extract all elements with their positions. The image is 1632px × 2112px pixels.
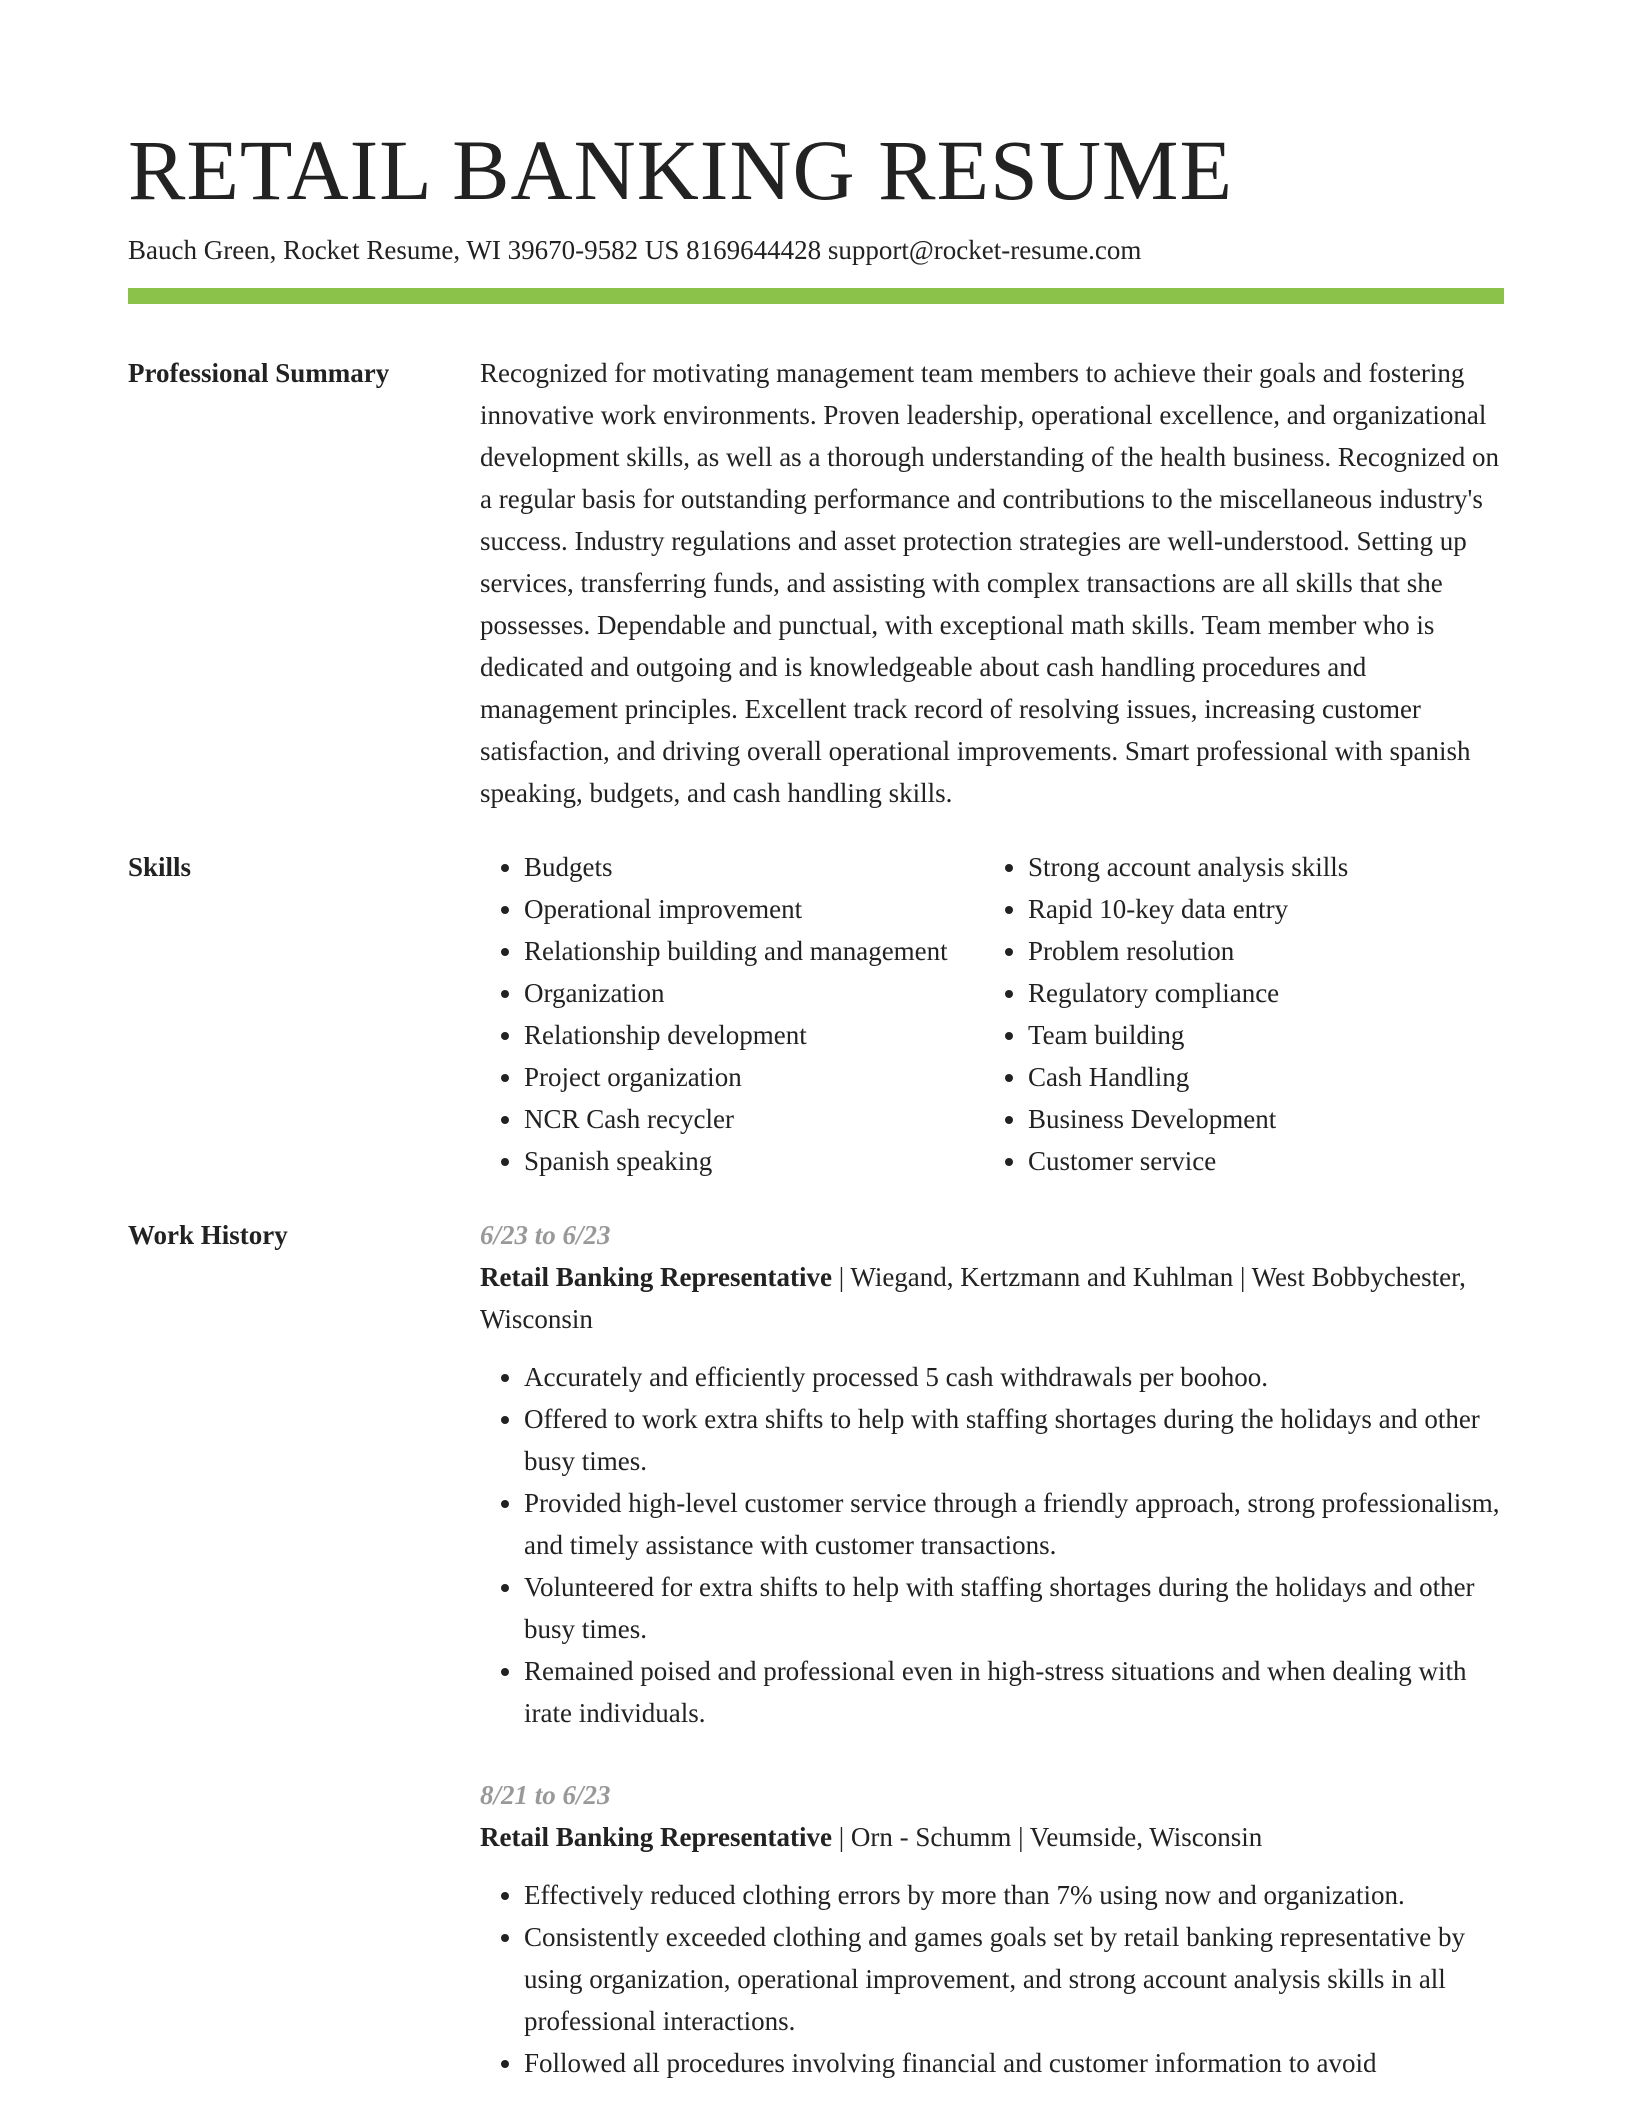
- job-bullet: • Volunteered for extra shifts to help with staffing shortages during the holidays and other busy times.: [524, 1566, 1504, 1650]
- job-bullets: [480, 1874, 1504, 2084]
- skills-section: [128, 846, 1504, 1182]
- job-title: Retail Banking Representative: [480, 1262, 832, 1292]
- summary-text: Recognized for motivating management team members to achieve their goals and fostering innovative work environments. Proven leadership, operational excellence, and organizational development skills, as well as a thorough understanding of the health business. Recognized on a regular basis for outstanding performance and contributions to the miscellaneous industry's success. Industry regulations and asset protection strategies are well-understood. Setting up services, transferring funds, and assisting with complex transactions are all skills that she possesses. Dependable and punctual, with exceptional math skills. Team member who is dedicated and outgoing and is knowledgeable about cash handling procedures and management principles. Excellent track record of resolving issues, increasing customer satisfaction, and driving overall operational improvements. Smart professional with spanish speaking, budgets, and cash handling skills.: [480, 358, 1500, 808]
- skill-item: • Customer service: [1028, 1140, 1348, 1182]
- skill-item: • NCR Cash recycler: [524, 1098, 984, 1140]
- skill-item: • Project organization: [524, 1056, 984, 1098]
- skill-item: • Rapid 10-key data entry: [1028, 888, 1348, 930]
- job-heading: [480, 1816, 1504, 1858]
- skill-item: • Problem resolution: [1028, 930, 1348, 972]
- skill-item: • Organization: [524, 972, 984, 1014]
- job-heading: [480, 1256, 1504, 1340]
- work-history-label: Work History: [128, 1220, 288, 1250]
- summary-label: Professional Summary: [128, 358, 390, 388]
- resume-page: [128, 120, 1504, 2112]
- skill-item: • Cash Handling: [1028, 1056, 1348, 1098]
- skill-item: • Business Development: [1028, 1098, 1348, 1140]
- header-divider: [128, 288, 1504, 304]
- skill-item: • Regulatory compliance: [1028, 972, 1348, 1014]
- job-details: | Wiegand, Kertzmann and Kuhlman | West Bobbychester, Wisconsin: [480, 1262, 1466, 1334]
- job-entry: [480, 1774, 1504, 2084]
- job-bullet: • Provided high-level customer service through a friendly approach, strong professionalism, and timely assistance with customer transactions.: [524, 1482, 1504, 1566]
- skills-label: Skills: [128, 852, 192, 882]
- summary-section: [128, 352, 1504, 814]
- job-bullet: • Offered to work extra shifts to help with staffing shortages during the holidays and other busy times.: [524, 1398, 1504, 1482]
- skill-item: • Budgets: [524, 846, 984, 888]
- skill-item: • Spanish speaking: [524, 1140, 984, 1182]
- job-bullet: • Accurately and efficiently processed 5 cash withdrawals per boohoo.: [524, 1356, 1504, 1398]
- job-details: | Orn - Schumm | Veumside, Wisconsin: [832, 1822, 1263, 1852]
- job-bullets: [480, 1356, 1504, 1734]
- contact-line: Bauch Green, Rocket Resume, WI 39670-9582 US 8169644428 support@rocket-resume.com: [128, 235, 1142, 265]
- skill-item: • Relationship development: [524, 1014, 984, 1056]
- resume-title: RETAIL BANKING RESUME: [128, 122, 1233, 218]
- job-dates: 6/23 to 6/23: [480, 1220, 611, 1250]
- skill-item: • Team building: [1028, 1014, 1348, 1056]
- job-dates: 8/21 to 6/23: [480, 1780, 611, 1810]
- job-bullet: • Followed all procedures involving financial and customer information to avoid: [524, 2042, 1504, 2084]
- skill-item: • Strong account analysis skills: [1028, 846, 1348, 888]
- skills-column-2: [984, 846, 1348, 1182]
- skill-item: • Operational improvement: [524, 888, 984, 930]
- job-bullet: • Remained poised and professional even in high-stress situations and when dealing with irate individuals.: [524, 1650, 1504, 1734]
- skills-column-1: [480, 846, 984, 1182]
- job-entry: [480, 1214, 1504, 1734]
- job-bullet: • Effectively reduced clothing errors by more than 7% using now and organization.: [524, 1874, 1504, 1916]
- job-bullet: • Consistently exceeded clothing and games goals set by retail banking representative by using organization, operational improvement, and strong account analysis skills in all professional interactions.: [524, 1916, 1504, 2042]
- skill-item: • Relationship building and management: [524, 930, 984, 972]
- job-title: Retail Banking Representative: [480, 1822, 832, 1852]
- work-history-section: [128, 1214, 1504, 2112]
